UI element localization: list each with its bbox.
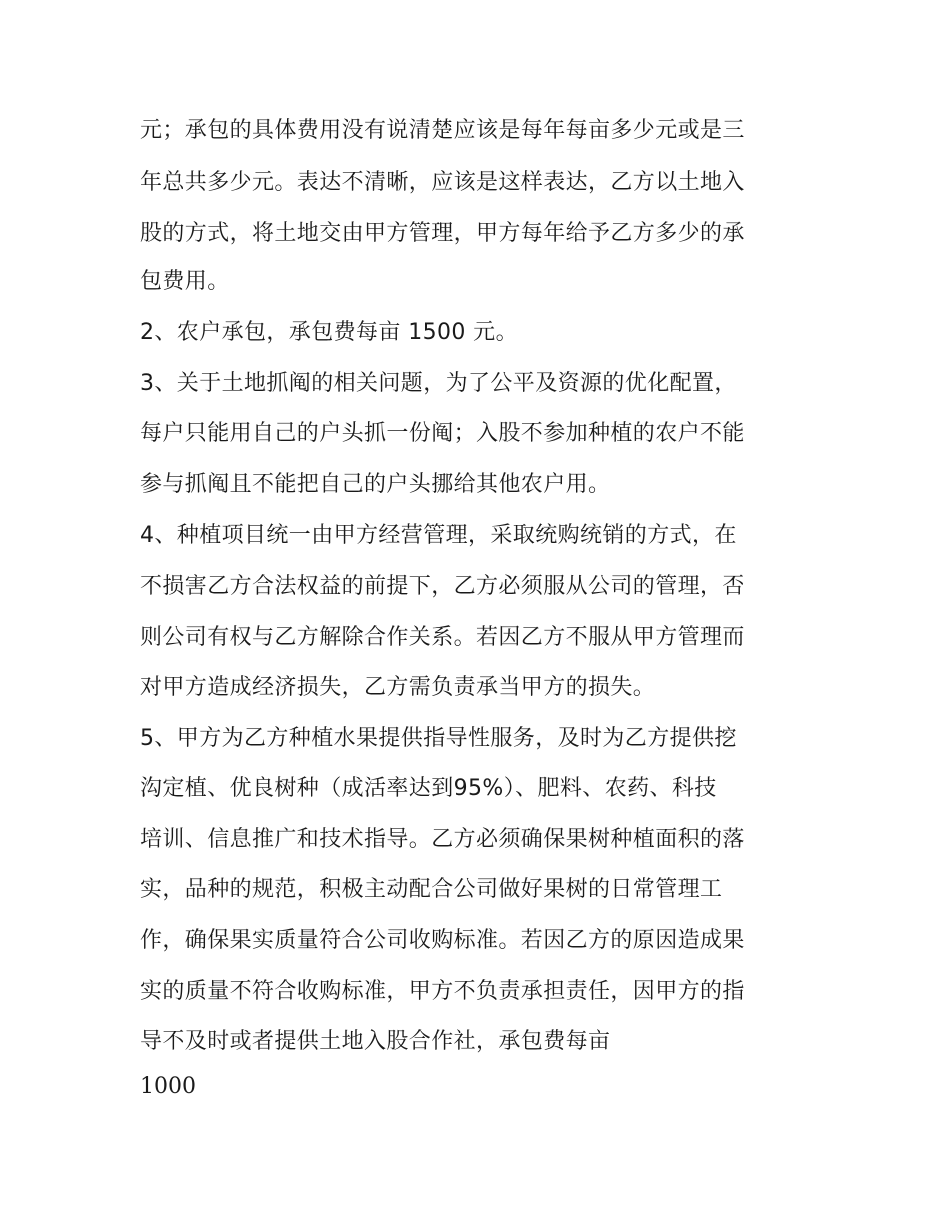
- paragraph-line: 3、关于土地抓阄的相关问题，为了公平及资源的优化配置，: [140, 371, 737, 396]
- paragraph-line: 年总共多少元。表达不清晰，应该是这样表达，乙方以土地入: [140, 170, 745, 195]
- paragraph-line: 则公司有权与乙方解除合作关系。若因乙方不服从甲方管理而: [140, 625, 745, 650]
- paragraph-line: 实的质量不符合收购标准，甲方不负责承担责任，因甲方的指: [140, 979, 745, 1004]
- paragraph-line: 元；承包的具体费用没有说清楚应该是每年每亩多少元或是三: [140, 118, 745, 143]
- paragraph-line: 作，确保果实质量符合公司收购标准。若因乙方的原因造成果: [140, 928, 745, 953]
- paragraph-line: 培训、信息推广和技术指导。乙方必须确保果树种植面积的落: [140, 827, 745, 852]
- paragraph-line: 对甲方造成经济损失，乙方需负责承当甲方的损失。: [140, 675, 656, 700]
- paragraph-line: 不损害乙方合法权益的前提下，乙方必须服从公司的管理，否: [140, 574, 745, 599]
- paragraph-line: 导不及时或者提供土地入股合作社，承包费每亩: [140, 1029, 611, 1054]
- paragraph-line: 实，品种的规范，积极主动配合公司做好果树的日常管理工: [140, 877, 723, 902]
- paragraph-line: 每户只能用自己的户头抓一份阄；入股不参加种植的农户不能: [140, 421, 745, 446]
- paragraph-line: 包费用。: [140, 269, 230, 294]
- paragraph-line: 参与抓阄且不能把自己的户头挪给其他农户用。: [140, 472, 611, 497]
- paragraph-line: 2、农户承包，承包费每亩 1500 元。: [140, 320, 518, 345]
- paragraph-line: 4、种植项目统一由甲方经营管理，采取统购统销的方式，在: [140, 523, 737, 548]
- paragraph-line: 沟定植、优良树种（成活率达到95%）、肥料、农药、科技: [140, 776, 717, 801]
- paragraph-line: 5、甲方为乙方种植水果提供指导性服务，及时为乙方提供挖: [140, 726, 737, 751]
- paragraph-line: 股的方式，将土地交由甲方管理，甲方每年给予乙方多少的承: [140, 221, 745, 246]
- trailing-number: 1000: [140, 1074, 196, 1099]
